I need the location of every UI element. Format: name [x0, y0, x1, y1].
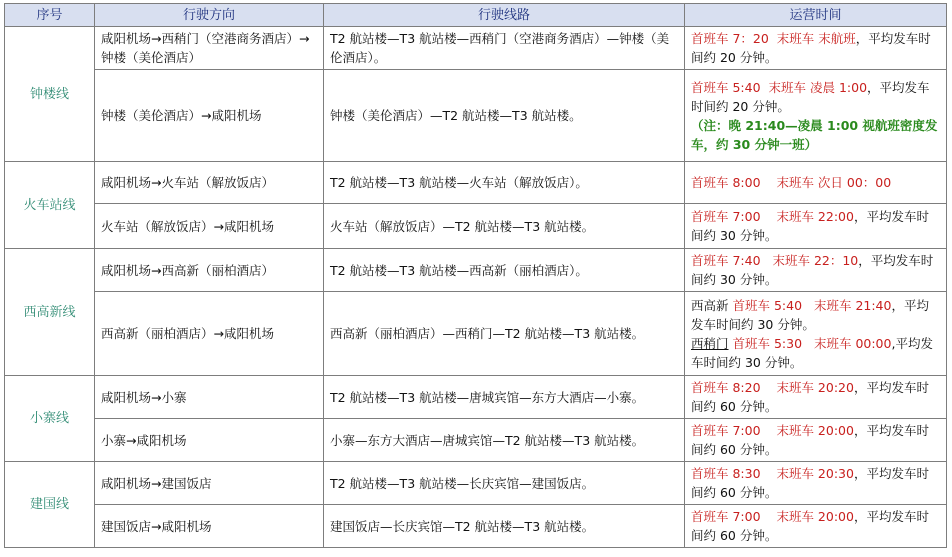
- time-cell: [685, 249, 947, 292]
- first-bus-time: 首班车 7:40: [691, 253, 761, 268]
- line-name-jianguo: 建国线: [5, 462, 95, 548]
- schedule-note: （注：晚 21:40—凌晨 1:00 视航班密度发车，约 30 分钟一班）: [691, 117, 938, 152]
- first-bus-time: 首班车 7:00: [691, 423, 761, 438]
- route-cell: 火车站（解放饭店）—T2 航站楼—T3 航站楼。: [324, 204, 685, 249]
- time-cell: [685, 204, 947, 249]
- route-cell: 西高新（丽柏酒店）—西稍门—T2 航站楼—T3 航站楼。: [324, 292, 685, 376]
- time-cell: [685, 162, 947, 204]
- direction-cell: 咸阳机场→西高新（丽柏酒店）: [95, 249, 324, 292]
- last-bus-time: 末班车 21:40: [813, 297, 892, 313]
- last-bus-time: 末班车 凌晨 1:00: [768, 79, 868, 95]
- first-bus-time: 首班车 7:00: [691, 209, 761, 224]
- time-cell: [685, 27, 947, 70]
- first-bus-time: 首班车 7:00: [691, 509, 761, 524]
- last-bus-time: 末班车 20:00: [776, 509, 854, 524]
- last-bus-time: 末班车 20:30: [776, 466, 854, 481]
- airport-bus-schedule-table: [4, 3, 947, 548]
- route-cell: T2 航站楼—T3 航站楼—火车站（解放饭店）。: [324, 162, 685, 204]
- time-cell: [685, 292, 947, 376]
- route-cell: 小寨—东方大酒店—唐城宾馆—T2 航站楼—T3 航站楼。: [324, 419, 685, 462]
- interval-text: ，平均发车时间约 60 分钟。: [691, 509, 929, 543]
- header-direction: 行驶方向: [95, 4, 324, 27]
- time-cell: [685, 376, 947, 419]
- direction-cell: 小寨→咸阳机场: [95, 419, 324, 462]
- table-row: [5, 204, 947, 249]
- header-no: 序号: [5, 4, 95, 27]
- route-cell: 钟楼（美伦酒店）—T2 航站楼—T3 航站楼。: [324, 70, 685, 162]
- last-bus-time: 末班车 次日 00：00: [776, 175, 892, 190]
- table-row: [5, 376, 947, 419]
- table-row: [5, 27, 947, 70]
- interval-text: ,平均发车时间约 30 分钟。: [691, 335, 933, 370]
- header-route: 行驶线路: [324, 4, 685, 27]
- last-bus-time: 末班车 末航班: [776, 31, 856, 46]
- interval-text: ，平均发车时间约 60 分钟。: [691, 423, 929, 457]
- first-bus-time: 首班车 5:30: [732, 335, 803, 351]
- table-row: [5, 249, 947, 292]
- line-name-xigaoxin: 西高新线: [5, 249, 95, 376]
- table-row: [5, 292, 947, 376]
- route-cell: 建国饭店—长庆宾馆—T2 航站楼—T3 航站楼。: [324, 505, 685, 548]
- direction-cell: 西高新（丽柏酒店）→咸阳机场: [95, 292, 324, 376]
- first-bus-time: 首班车 7：20: [691, 31, 769, 46]
- interval-text: ，平均发车时间约 60 分钟。: [691, 380, 929, 414]
- route-cell: T2 航站楼—T3 航站楼—长庆宾馆—建国饭店。: [324, 462, 685, 505]
- route-cell: T2 航站楼—T3 航站楼—西高新（丽柏酒店）。: [324, 249, 685, 292]
- interval-text: ，平均发车时间约 30 分钟。: [691, 297, 929, 332]
- time-cell: [685, 419, 947, 462]
- interval-text: ，平均发车时间约 30 分钟。: [691, 209, 929, 243]
- line-name-huochezhan: 火车站线: [5, 162, 95, 249]
- line-name-xiaozhai: 小寨线: [5, 376, 95, 462]
- first-bus-time: 首班车 8:00: [691, 175, 761, 190]
- interval-text: ，平均发车时间约 20 分钟。: [691, 79, 930, 114]
- direction-cell: 建国饭店→咸阳机场: [95, 505, 324, 548]
- table-row: [5, 419, 947, 462]
- interval-text: ，平均发车时间约 30 分钟。: [691, 253, 934, 287]
- interval-text: ，平均发车时间约 20 分钟。: [691, 31, 931, 65]
- line-name-zhonglou: 钟楼线: [5, 27, 95, 162]
- table-header-row: [5, 4, 947, 27]
- last-bus-time: 末班车 20:00: [776, 423, 854, 438]
- direction-cell: 火车站（解放饭店）→咸阳机场: [95, 204, 324, 249]
- header-time: 运营时间: [685, 4, 947, 27]
- interval-text: ，平均发车时间约 60 分钟。: [691, 466, 929, 500]
- time-cell: [685, 70, 947, 162]
- last-bus-time: 末班车 00:00: [813, 335, 892, 351]
- direction-cell: 钟楼（美伦酒店）→咸阳机场: [95, 70, 324, 162]
- last-bus-time: 末班车 20:20: [776, 380, 854, 395]
- time-cell: [685, 462, 947, 505]
- table-row: [5, 70, 947, 162]
- last-bus-time: 末班车 22：10: [772, 253, 859, 268]
- first-bus-time: 首班车 8:20: [691, 380, 761, 395]
- first-bus-time: 首班车 5:40: [691, 79, 761, 95]
- time-cell: [685, 505, 947, 548]
- direction-cell: 咸阳机场→建国饭店: [95, 462, 324, 505]
- direction-cell: 咸阳机场→火车站（解放饭店）: [95, 162, 324, 204]
- last-bus-time: 末班车 22:00: [776, 209, 854, 224]
- table-row: [5, 162, 947, 204]
- table-row: [5, 505, 947, 548]
- table-row: [5, 462, 947, 505]
- stop-name-xishaomen: 西稍门: [691, 335, 729, 351]
- first-bus-time: 首班车 5:40: [732, 297, 803, 313]
- first-bus-time: 首班车 8:30: [691, 466, 761, 481]
- route-cell: T2 航站楼—T3 航站楼—西稍门（空港商务酒店）—钟楼（美伦酒店）。: [324, 27, 685, 70]
- direction-cell: 咸阳机场→小寨: [95, 376, 324, 419]
- stop-name-xigaoxin: 西高新: [691, 297, 729, 313]
- direction-cell: 咸阳机场→西稍门（空港商务酒店）→钟楼（美伦酒店）: [95, 27, 324, 70]
- route-cell: T2 航站楼—T3 航站楼—唐城宾馆—东方大酒店—小寨。: [324, 376, 685, 419]
